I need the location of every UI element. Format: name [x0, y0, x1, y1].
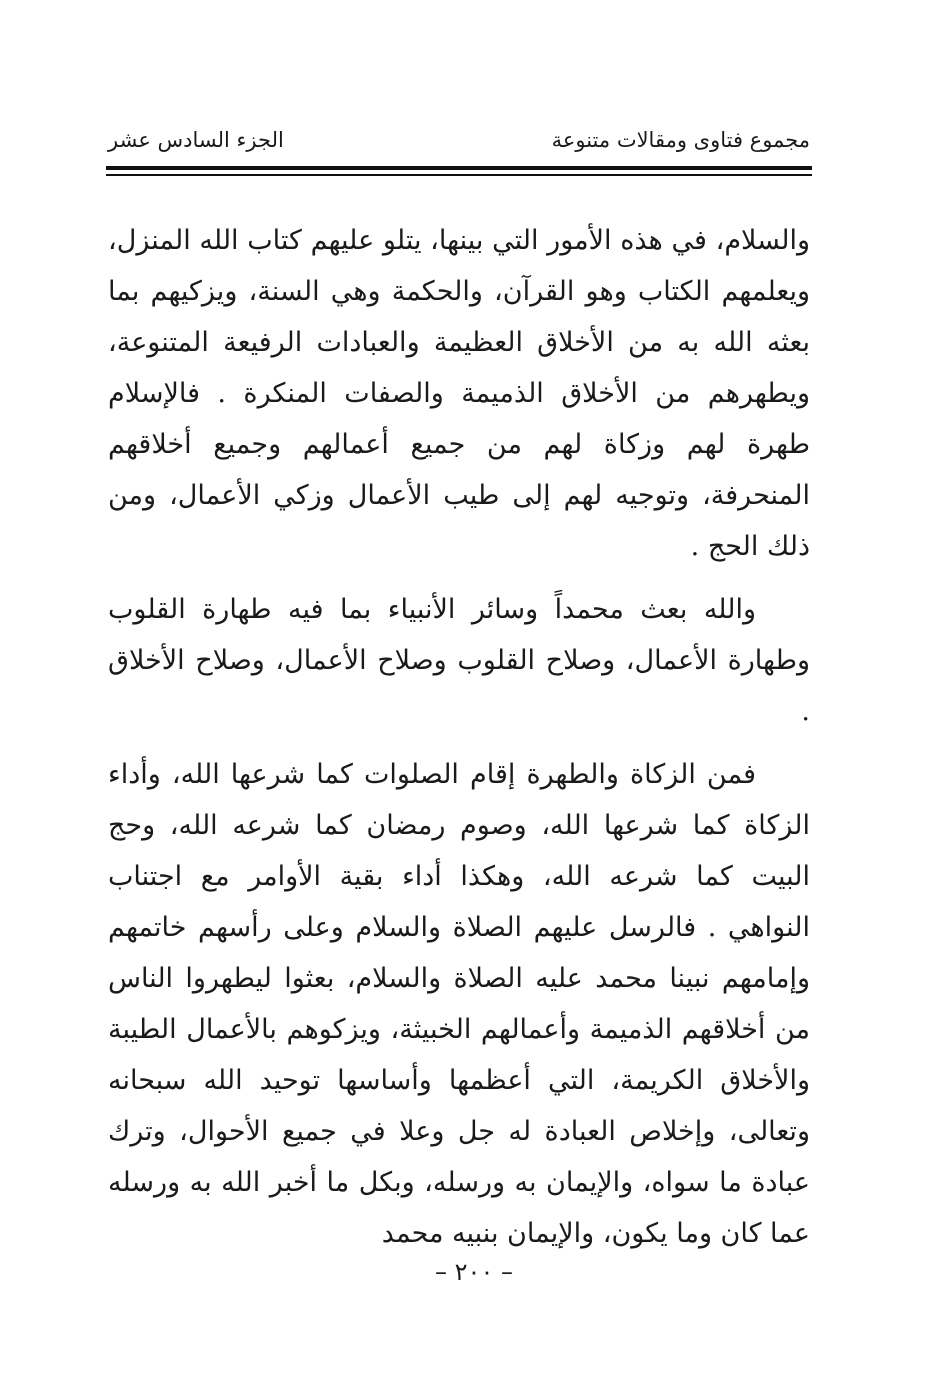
page-number: – ٢٠٠ – [435, 1258, 513, 1286]
book-title: مجموع فتاوى ومقالات متنوعة [551, 128, 810, 152]
paragraph: والسلام، في هذه الأمور التي بينها، يتلو عليهم كتاب الله المنزل، ويعلمهم الكتاب وهو القرآن، والحكمة وهي السنة، ويزكيهم بما بعثه الله به من الأخلاق العظيمة والعبادات الرفيعة المتنوعة، ويطهرهم من الأخلاق الذميمة والصفات المنكرة . فالإسلام طهرة لهم وزكاة لهم من جميع أعمالهم وجميع أخلاقهم المنحرفة، وتوجيه لهم إلى طيب الأعمال وزكي الأعمال، ومن ذلك الحج . [108, 225, 810, 562]
header-rule-thick [106, 166, 812, 170]
running-header [108, 128, 810, 162]
paragraph: والله بعث محمداً وسائر الأنبياء بما فيه طهارة القلوب وطهارة الأعمال، وصلاح القلوب وصلاح الأعمال، وصلاح الأخلاق . [108, 594, 810, 727]
volume-label: الجزء السادس عشر [108, 128, 284, 152]
header-rule-thin [106, 174, 812, 176]
body-text [108, 215, 810, 1259]
paragraph: فمن الزكاة والطهرة إقام الصلوات كما شرعها الله، وأداء الزكاة كما شرعها الله، وصوم رمضان كما شرعه الله، وحج البيت كما شرعه الله، وهكذا أداء بقية الأوامر مع اجتناب النواهي . فالرسل عليهم الصلاة والسلام وعلى رأسهم خاتمهم وإمامهم نبينا محمد عليه الصلاة والسلام، بعثوا ليطهروا الناس من أخلاقهم الذميمة وأعمالهم الخبيثة، ويزكوهم بالأعمال الطيبة والأخلاق الكريمة، التي أعظمها وأساسها توحيد الله سبحانه وتعالى، وإخلاص العبادة له جل وعلا في جميع الأحوال، وترك عبادة ما سواه، والإيمان به ورسله، وبكل ما أخبر الله به ورسله عما كان وما يكون، والإيمان بنبيه محمد [108, 759, 810, 1249]
